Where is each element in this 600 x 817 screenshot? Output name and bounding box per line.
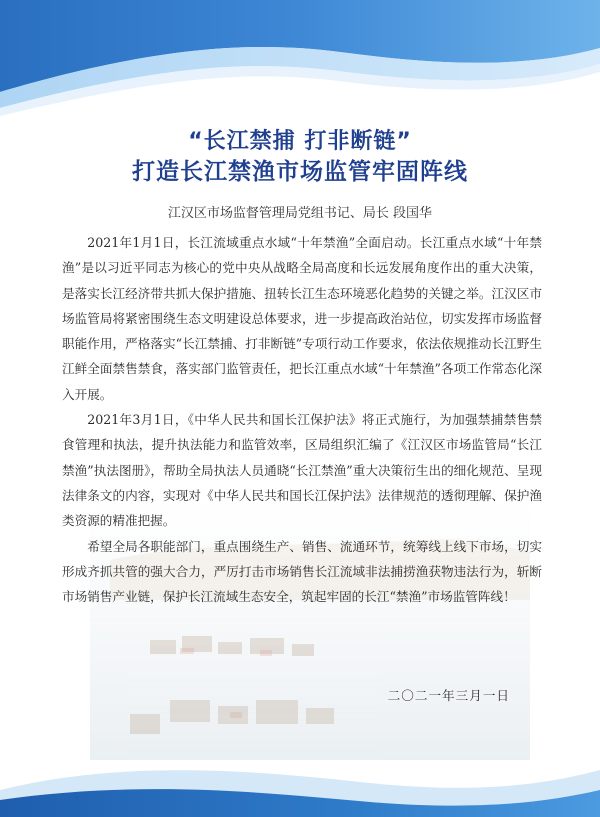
signature-date: 二〇二一年三月一日: [387, 688, 510, 703]
article-title-line1: “长江禁捕 打非断链”: [188, 129, 412, 154]
article-paragraph: 2021年3月1日，《中华人民共和国长江保护法》将正式施行，为加强禁捕禁售禁食管理和执法，提升执法能力和监管效率，区局组织汇编了《江汉区市场监管局“长江禁渔”执法图册》，帮助全局执法人员通晓“长江禁渔”重大决策衍生出的细化规范、呈现法律条文的内容，实现对《中华人民共和国长江保护法》法律规范的透彻理解、保护渔类资源的精准把握。: [62, 412, 542, 529]
article-title-line2: 打造长江禁渔市场监管牢固阵线: [132, 159, 468, 185]
article-author: 江汉区市场监督管理局党组书记、局长 段国华: [167, 206, 433, 221]
article-body: [62, 230, 542, 609]
article-paragraph: 2021年1月1日，长江流域重点水域“十年禁渔”全面启动。长江重点水域“十年禁渔”是以习近平同志为核心的党中央从战略全局高度和长远发展角度作出的重大决策，是落实长江经济带共抓大保护措施、扭转长江生态环境恶化趋势的关键之举。江汉区市场监管局将紧密围绕生态文明建设总体要求，进一步提高政治站位，切实发挥市场监督职能作用，严格落实“长江禁捕、打非断链”专项行动工作要求，依法依规推动长江野生江鲜全面禁售禁食，落实部门监管责任，把长江重点水域“十年禁渔”各项工作常态化深入开展。: [62, 235, 542, 402]
article-paragraph: 希望全局各职能部门，重点围绕生产、销售、流通环节，统筹线上线下市场，切实形成齐抓共管的强大合力，严厉打击市场销售长江流域非法捕捞渔获物违法行为，斩断市场销售产业链，保护长江流域生态安全，筑起牢固的长江“禁渔”市场监管阵线！: [62, 538, 542, 605]
